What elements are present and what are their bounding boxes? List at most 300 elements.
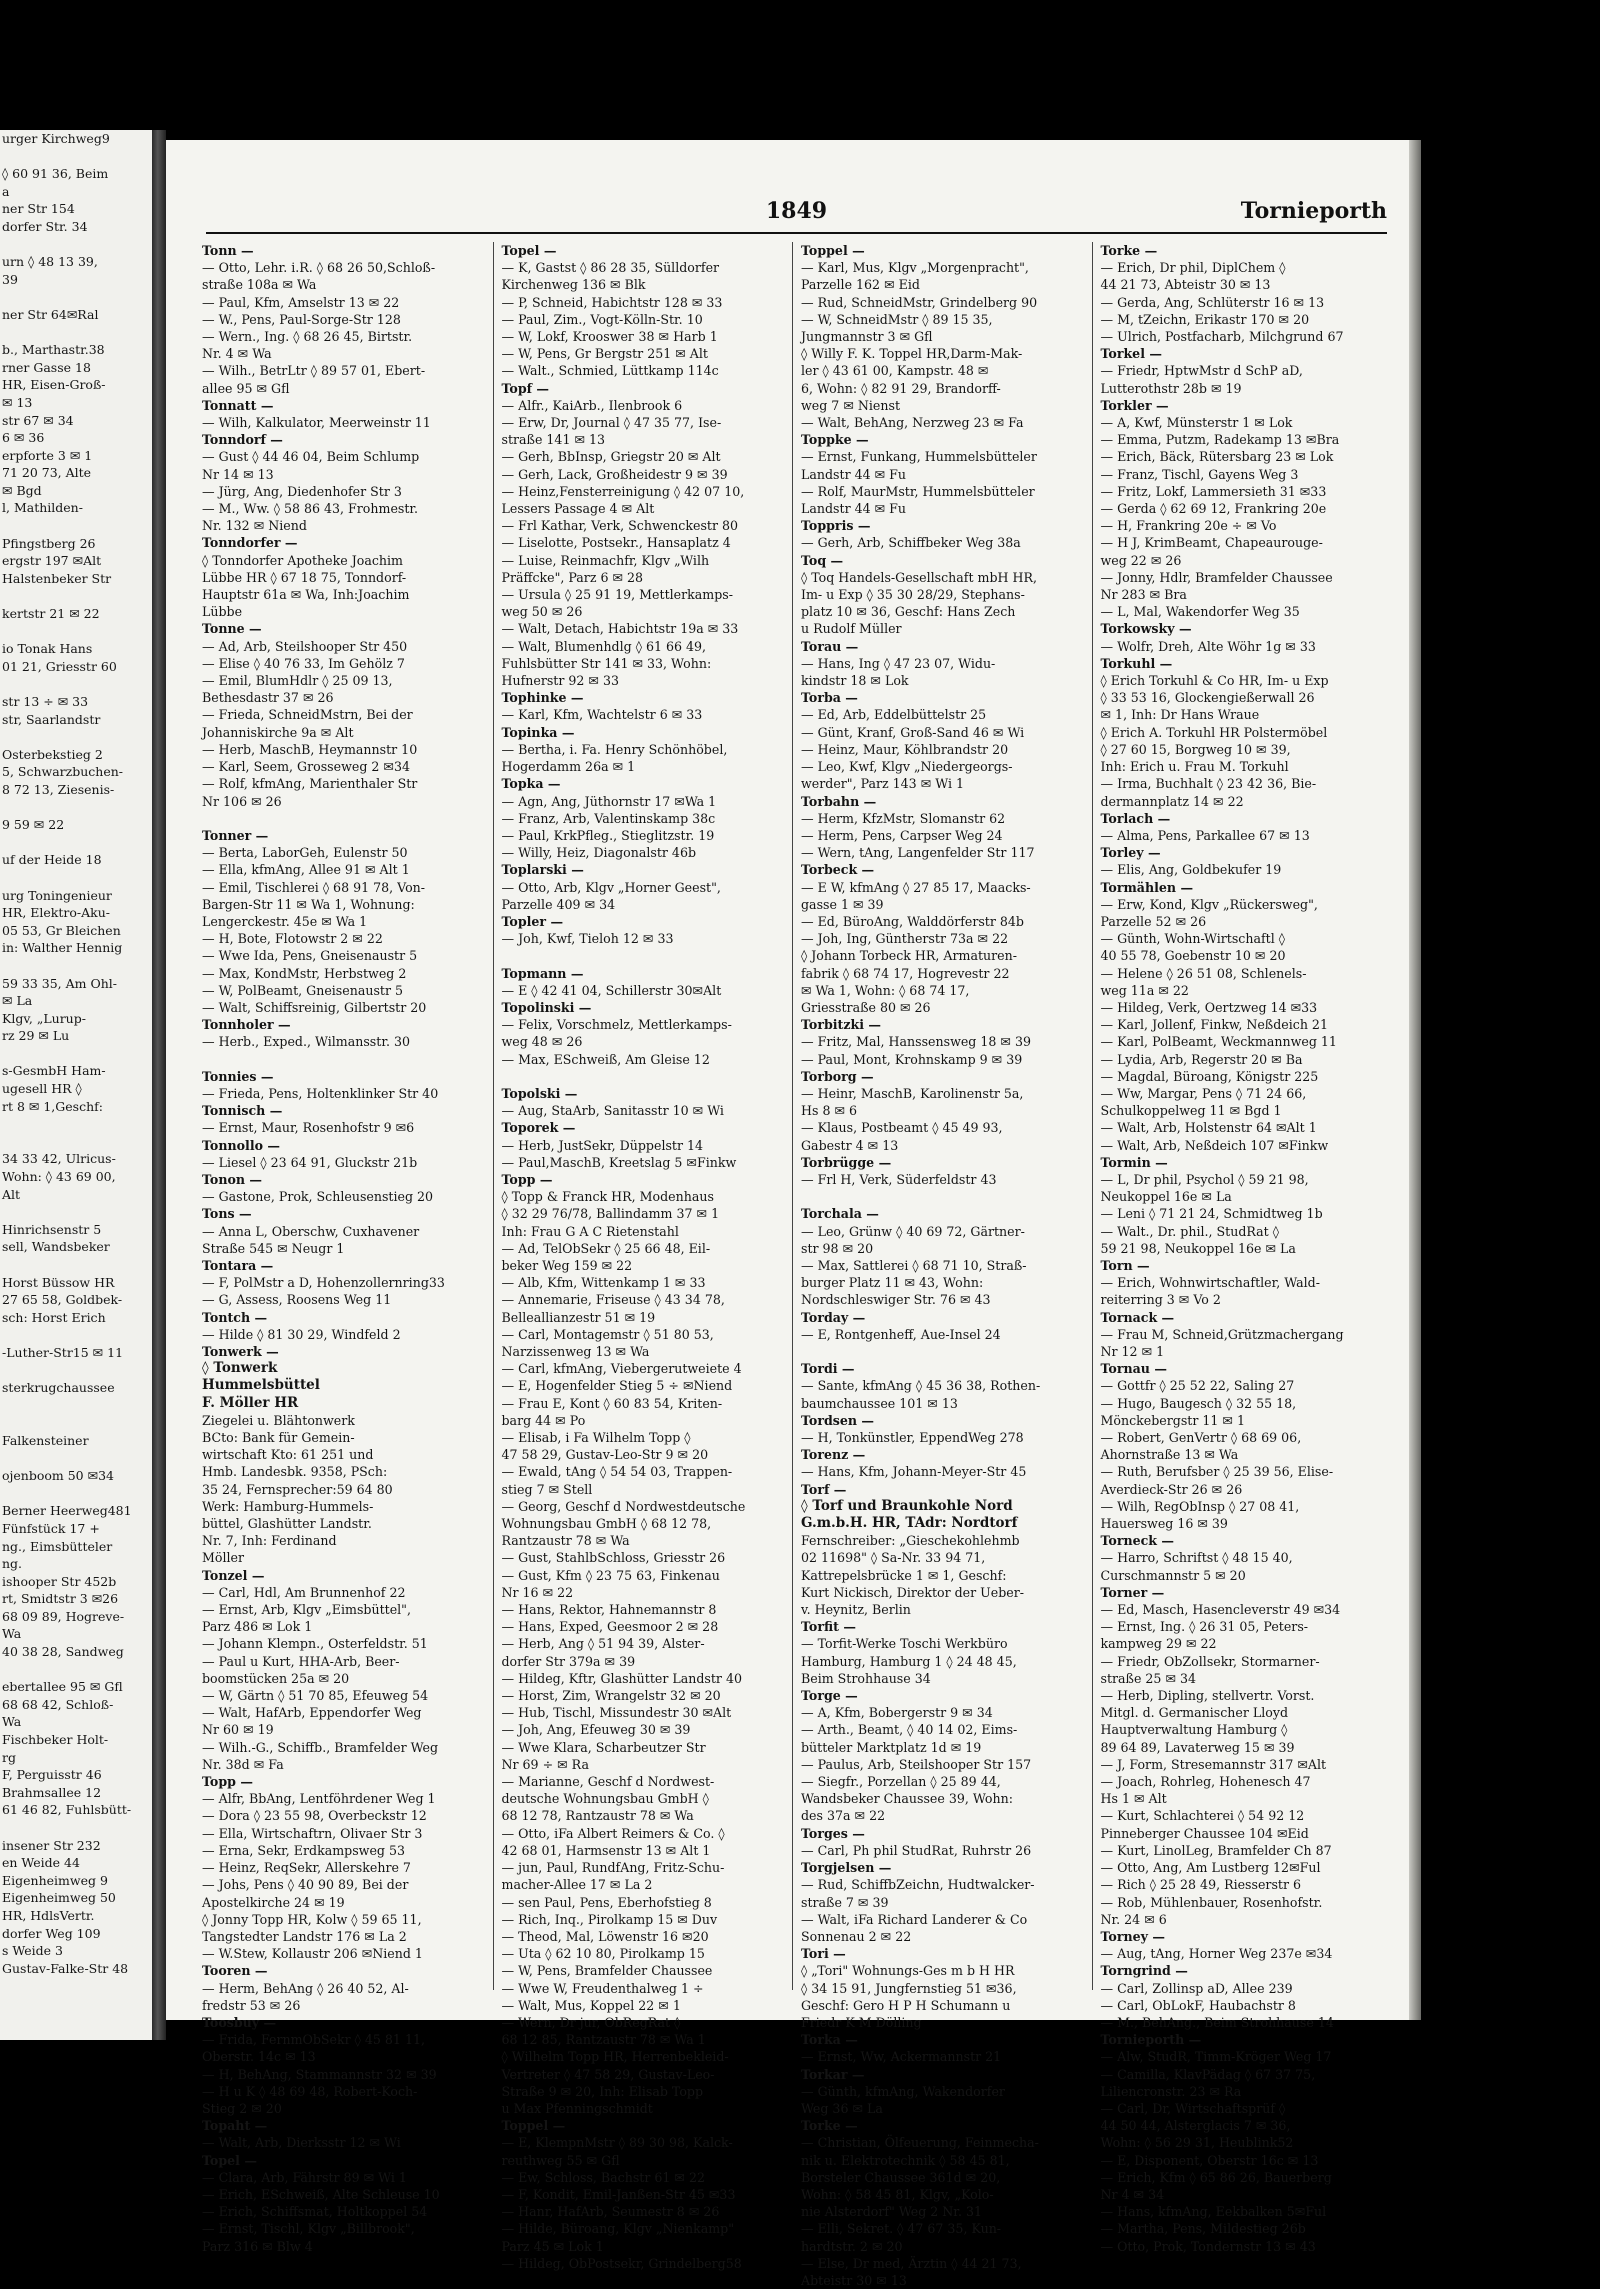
directory-entry-line: Torfit — — [801, 1619, 856, 1635]
directory-entry-line: Weg 36 ✉ La — [801, 2100, 883, 2116]
directory-entry-line: büttel, Glashütter Landstr. — [202, 1516, 372, 1532]
running-head: Tornieporth — [1240, 198, 1387, 224]
directory-entry-line: — H, Tonkünstler, EppendWeg 278 — [801, 1430, 1024, 1446]
directory-entry-line: — Klaus, Postbeamt ◊ 45 49 93, — [801, 1120, 1003, 1136]
directory-entry-line: — F, PolMstr a D, Hohenzollernring33 — [202, 1275, 445, 1291]
directory-entry-line: — Hans, Ing ◊ 47 23 07, Widu- — [801, 655, 996, 671]
directory-entry-line: — Hans, kfmAng, Eekbalken 5✉Ful — [1100, 2204, 1327, 2220]
directory-entry-line: — Hans, Rektor, Hahnemannstr 8 — [501, 1602, 717, 1618]
left-page-line: ✉ 13 — [2, 394, 33, 410]
left-page-line: s Weide 3 — [2, 1943, 63, 1959]
directory-entry-line: straße 25 ✉ 34 — [1100, 1670, 1197, 1686]
directory-entry-line: Tonndorfer — — [202, 535, 298, 551]
left-page-line: sterkrugchaussee — [2, 1380, 115, 1396]
directory-entry-line: — Leo, Grünw ◊ 40 69 72, Gärtner- — [801, 1223, 1025, 1239]
directory-entry-line: — Ww, Margar, Pens ◊ 71 24 66, — [1100, 1085, 1307, 1101]
directory-entry-line: — Carl, kfmAng, Viebergerutweiete 4 — [501, 1361, 742, 1377]
directory-entry-line: Hs 8 ✉ 6 — [801, 1103, 858, 1119]
directory-entry-line: bütteler Marktplatz 1d ✉ 19 — [801, 1739, 982, 1755]
directory-entry-line: Tormin — — [1100, 1154, 1168, 1170]
directory-entry-line: — Walt, BehAng, Nerzweg 23 ✉ Fa — [801, 415, 1024, 431]
directory-entry-line: — Hans, Exped, Geesmoor 2 ✉ 28 — [501, 1619, 719, 1635]
left-page-line: 40 38 28, Sandweg — [2, 1644, 124, 1660]
left-page-line: Wa — [2, 1714, 22, 1730]
directory-entry-line: Toppris — — [801, 518, 871, 534]
directory-entry-line: — Günt, Kranf, Groß-Sand 46 ✉ Wi — [801, 724, 1025, 740]
directory-entry-line: — Ursula ◊ 25 91 19, Mettlerkamps- — [501, 587, 733, 603]
directory-entry-line: Topaht — — [202, 2118, 268, 2134]
directory-entry-line: — M., Ww. ◊ 58 86 43, Frohmestr. — [202, 501, 419, 517]
directory-entry-line: — M, tZeichn, Erikastr 170 ✉ 20 — [1100, 311, 1310, 327]
directory-entry-line: — E, Hogenfelder Stieg 5 ÷ ✉Niend — [501, 1378, 733, 1394]
directory-entry-line: — Lydia, Arb, Regerstr 20 ✉ Ba — [1100, 1051, 1303, 1067]
directory-entry-line: — Frau E, Kont ◊ 60 83 54, Kriten- — [501, 1395, 723, 1411]
directory-entry-line: Landstr 44 ✉ Fu — [801, 466, 907, 482]
directory-entry-line: — Berta, LaborGeh, Eulenstr 50 — [202, 845, 408, 861]
left-page-line: sell, Wandsbeker — [2, 1239, 110, 1255]
directory-entry-line: — W, PolBeamt, Gneisenaustr 5 — [202, 982, 404, 998]
directory-entry-line: — Otto, Ang, Am Lustberg 12✉Ful — [1100, 1860, 1321, 1876]
directory-entry-line: — Ernst, Arb, Klgv „Eimsbüttel", — [202, 1602, 411, 1618]
directory-entry-line: Rantzaustr 78 ✉ Wa — [501, 1533, 630, 1549]
directory-entry-line: 44 21 73, Abteistr 30 ✉ 13 — [1100, 277, 1271, 293]
left-page-line — [0, 869, 152, 887]
directory-entry-line: — W, Pens, Gr Bergstr 251 ✉ Alt — [501, 346, 708, 362]
directory-entry-line: Kurt Nickisch, Direktor der Ueber- — [801, 1584, 1025, 1600]
directory-entry-line: Torgjelsen — — [801, 1860, 892, 1876]
directory-entry-line: — Walt, iFa Richard Landerer & Co — [801, 1911, 1028, 1927]
directory-entry-line: Tooren — — [202, 1963, 268, 1979]
directory-entry-line: kampweg 29 ✉ 22 — [1100, 1636, 1217, 1652]
directory-entry-line: — Karl, PolBeamt, Weckmannweg 11 — [1100, 1034, 1337, 1050]
directory-entry-line: — Frieda, Pens, Holtenklinker Str 40 — [202, 1085, 439, 1101]
directory-entry-line: — Herb, JustSekr, Düppelstr 14 — [501, 1137, 704, 1153]
left-page-line: F, Perguisstr 46 — [2, 1767, 102, 1783]
directory-entry-line: fredstr 53 ✉ 26 — [202, 1997, 301, 2013]
left-page-line: 71 20 73, Alte — [2, 465, 92, 481]
left-page-line: Hinrichsenstr 5 — [2, 1221, 102, 1237]
left-page-line: io Tonak Hans — [2, 641, 93, 657]
directory-entry-line: — Wolfr, Dreh, Alte Wöhr 1g ✉ 33 — [1100, 638, 1316, 654]
directory-entry-line: — W, Lokf, Krooswег 38 ✉ Harb 1 — [501, 329, 718, 345]
directory-entry-line: — G, Assess, Roosens Weg 11 — [202, 1292, 392, 1308]
directory-entry-line: — Carl, Hdl, Am Brunnenhof 22 — [202, 1584, 406, 1600]
directory-entry-line: hardtstr. 2 ✉ 20 — [801, 2238, 903, 2254]
directory-entry-line: Ziegelei u. Blähtonwerk — [202, 1412, 355, 1428]
directory-entry-line: — Rud, SchneidMstr, Grindelberg 90 — [801, 294, 1038, 310]
directory-entry-line: — Gerh, Arb, Schiffbeker Weg 38a — [801, 535, 1021, 551]
directory-entry-line: — Joh, Kwf, Tieloh 12 ✉ 33 — [501, 931, 674, 947]
left-page-line: ner Str 154 — [2, 201, 75, 217]
left-page-line: insener Str 232 — [2, 1837, 101, 1853]
directory-entry-line: weg 22 ✉ 26 — [1100, 552, 1182, 568]
directory-entry-line: 42 68 01, Harmsenstr 13 ✉ Alt 1 — [501, 1842, 711, 1858]
directory-entry-line: — Erich, Dr phil, DiplChem ◊ — [1100, 260, 1286, 276]
left-page-line: 68 68 42, Schloß- — [2, 1696, 114, 1712]
directory-entry-line: Topp — — [202, 1774, 253, 1790]
left-page-line — [0, 587, 152, 605]
directory-entry-line: — Wern, tAng, Langenfelder Str 117 — [801, 845, 1035, 861]
directory-entry-line: Toporek — — [501, 1120, 576, 1136]
directory-entry-line: — Frieda, SchneidMstrn, Bei der — [202, 707, 413, 723]
directory-entry-line: baumchaussee 101 ✉ 13 — [801, 1395, 958, 1411]
directory-entry-line: — Arth., Beamt, ◊ 40 14 02, Eims- — [801, 1722, 1018, 1738]
directory-entry-line: wirtschaft Kto: 61 251 und — [202, 1447, 374, 1463]
directory-entry-line: Nr 16 ✉ 22 — [501, 1584, 574, 1600]
directory-entry-line: Torau — — [801, 638, 859, 654]
left-page-line — [0, 799, 152, 817]
directory-entry-line: — Ed, BüroAng, Walddörferstr 84b — [801, 913, 1024, 929]
left-page-line: dorfer Str. 34 — [2, 218, 88, 234]
directory-entry-line: — Rolf, MaurMstr, Hummelsbütteler — [801, 483, 1035, 499]
left-page-line: 34 33 42, Ulricus- — [2, 1151, 116, 1167]
directory-entry-line: Torbitzki — — [801, 1017, 882, 1033]
left-page-line: HR, Eisen-Groß- — [2, 377, 106, 393]
directory-entry-line: — Joh, Ing, Güntherstr 73a ✉ 22 — [801, 931, 1009, 947]
directory-entry-line — [502, 1068, 789, 1085]
directory-entry-line: nik u. Elektrotechnik ◊ 58 45 81, — [801, 2152, 1010, 2168]
directory-entry-line: — Erich, Kfm ◊ 65 86 26, Bauerberg — [1100, 2169, 1332, 2185]
directory-entry-line: — Theod, Mal, Löwenstr 16 ✉20 — [501, 1928, 709, 1944]
left-page-line — [0, 288, 152, 306]
directory-entry-line: Hummelsbüttel — [202, 1377, 320, 1394]
directory-entry-line: — E, Disponent, Oberstr 16c ✉ 13 — [1100, 2152, 1319, 2168]
directory-entry-line: — Horst, Zim, Wrangelstr 32 ✉ 20 — [501, 1688, 721, 1704]
directory-entry-line: — Hildeg, Kftr, Glashütter Landstr 40 — [501, 1670, 742, 1686]
directory-entry-line: — H, Bote, Flotowstr 2 ✉ 22 — [202, 931, 383, 947]
left-page-line — [0, 1819, 152, 1837]
directory-entry-line: — Jürg, Ang, Diedenhofer Str 3 — [202, 483, 402, 499]
directory-entry-line: — Felix, Vorschmelz, Mettlerkamps- — [501, 1017, 732, 1033]
directory-entry-line: Tonnholer — — [202, 1017, 291, 1033]
page-header — [206, 198, 1387, 230]
directory-entry-line: Toosbuy — — [202, 2014, 277, 2030]
directory-entry-line: — Magdal, Büroang, Königstr 225 — [1100, 1068, 1319, 1084]
directory-entry-line: Hamburg, Hamburg 1 ◊ 24 48 45, — [801, 1653, 1017, 1669]
left-page-line: ng. — [2, 1556, 23, 1572]
left-page-line: Horst Büssow HR — [2, 1274, 115, 1290]
directory-entry-line: — Walt, Mus, Koppel 22 ✉ 1 — [501, 1997, 681, 2013]
directory-entry-line: weg 7 ✉ Nienst — [801, 397, 901, 413]
directory-entry-line: werder", Parz 143 ✉ Wi 1 — [801, 776, 965, 792]
left-page-line: ner Str 64✉Ral — [2, 306, 99, 322]
directory-entry-line: Parz 316 ✉ Blw 4 — [202, 2238, 313, 2254]
directory-entry-line: Torba — — [801, 690, 858, 706]
directory-entry-line: — Agn, Ang, Jüthornstr 17 ✉Wa 1 — [501, 793, 717, 809]
directory-entry-line: Torborg — — [801, 1068, 874, 1084]
directory-entry-line: Lengerckestr. 45e ✉ Wa 1 — [202, 913, 368, 929]
directory-entry-line: — Herm, BehAng ◊ 26 40 52, Al- — [202, 1980, 409, 1996]
directory-entry-line: Mitgl. d. Germanischer Lloyd — [1100, 1705, 1289, 1721]
directory-entry-line: ◊ Erich Torkuhl & Co HR, Im- u Exp — [1100, 673, 1329, 689]
left-page-line: 68 09 89, Hogreve- — [2, 1608, 125, 1624]
directory-entry-line: Curschmannstr 5 ✉ 20 — [1100, 1567, 1246, 1583]
directory-entry-line: nie Alsterdorf" Weg 2 Nr. 31 — [801, 2204, 982, 2220]
directory-entry-line: Torbeck — — [801, 862, 875, 878]
directory-entry-line: ◊ Toq Handels-Gesellschaft mbH HR, — [801, 569, 1037, 585]
directory-entry-line: Tonne — — [202, 621, 262, 637]
left-page-line: en Weide 44 — [2, 1855, 80, 1871]
directory-entry-line: Torkar — — [801, 2066, 865, 2082]
directory-entry-line: — Luise, Reinmachfr, Klgv „Wilh — [501, 552, 710, 568]
directory-entry-line: ◊ 27 60 15, Borgweg 10 ✉ 39, — [1100, 741, 1291, 757]
left-page-line — [0, 1133, 152, 1151]
directory-entry-line: Parzelle 52 ✉ 26 — [1100, 913, 1207, 929]
directory-entry-line: Beim Strohhause 34 — [801, 1670, 931, 1686]
left-page-line: Eigenheimweg 9 — [2, 1872, 108, 1888]
directory-entry-line: Borsteler Chaussee 361d ✉ 20, — [801, 2169, 1001, 2185]
directory-entry-line: 47 58 29, Gustav-Leo-Str 9 ✉ 20 — [501, 1447, 709, 1463]
directory-entry-line: — Alw, StudR, Timm-Kröger Weg 17 — [1100, 2049, 1332, 2065]
directory-entry-line: — Erich, Schiffsmat, Holtkoppel 54 — [202, 2204, 428, 2220]
directory-entry-line: — Gottfr ◊ 25 52 22, Saling 27 — [1100, 1378, 1295, 1394]
left-page-line: Klgv, „Lurup- — [2, 1010, 86, 1026]
left-page-line: rg — [2, 1749, 16, 1765]
left-page-line: ✉ La — [2, 993, 33, 1009]
directory-entry-line: Parzelle 409 ✉ 34 — [501, 896, 616, 912]
directory-entry-line: 89 64 89, Lavaterweg 15 ✉ 39 — [1100, 1739, 1295, 1755]
directory-entry-line: BCto: Bank für Gemein- — [202, 1430, 355, 1446]
directory-entry-line: — Carl, ObLokF, Haubachstr 8 — [1100, 1997, 1296, 2013]
directory-entry-line: Schulkoppelweg 11 ✉ Bgd 1 — [1100, 1103, 1282, 1119]
directory-entry-line: — Johann Klempn., Osterfeldstr. 51 — [202, 1636, 428, 1652]
left-page-line — [0, 324, 152, 342]
left-page-line: rz 29 ✉ Lu — [2, 1028, 70, 1044]
directory-entry-line: reiterring 3 ✉ Vo 2 — [1100, 1292, 1221, 1308]
directory-entry-line: — Walt, Arb, Holstenstr 64 ✉Alt 1 — [1100, 1120, 1317, 1136]
directory-entry-line: — Gerda ◊ 62 69 12, Frankring 20e — [1100, 501, 1327, 517]
directory-entry-line: — E, Rontgenheff, Aue-Insel 24 — [801, 1326, 1001, 1342]
directory-entry-line: — Paulus, Arb, Steilshooper Str 157 — [801, 1756, 1032, 1772]
directory-entry-line: — Wilh, RegObInsp ◊ 27 08 41, — [1100, 1498, 1300, 1514]
directory-entry-line: Tonn — — [202, 243, 254, 258]
directory-entry-line: Lübbe HR ◊ 67 18 75, Tonndorf- — [202, 569, 407, 585]
directory-entry-line: — E, KlempnMstr ◊ 89 30 98, Kalck- — [501, 2135, 733, 2151]
directory-entry-line: — W., Pens, Paul-Sorge-Str 128 — [202, 311, 401, 327]
directory-entry-line: Hauersweg 16 ✉ 39 — [1100, 1516, 1228, 1532]
left-page-line: Osterbekstieg 2 — [2, 746, 103, 762]
directory-entry-line: fabrik ◊ 68 74 17, Hogrevestr 22 — [801, 965, 1010, 981]
directory-entry-line: — Walt., Dr. phil., StudRat ◊ — [1100, 1223, 1279, 1239]
directory-entry-line: Averdieck-Str 26 ✉ 26 — [1100, 1481, 1243, 1497]
left-page-line: Brahmsallee 12 — [2, 1784, 102, 1800]
directory-entry-line: Inh: Frau G A C Rietenstahl — [501, 1223, 679, 1239]
directory-entry-line: straße 108a ✉ Wa — [202, 277, 317, 293]
directory-entry-line: — Else, Dr med, Ärztin ◊ 44 21 73, — [801, 2255, 1022, 2271]
directory-entry-line: — Anna L, Oberschw, Cuxhavener — [202, 1223, 420, 1239]
directory-entry-line: platz 10 ✉ 36, Geschf: Hans Zech — [801, 604, 1016, 620]
directory-entry-line: — E ◊ 42 41 04, Schillerstr 30✉Alt — [501, 982, 722, 998]
directory-entry-line: — Wern, Dr jur, ObRegRat ◊ — [501, 2014, 681, 2030]
directory-entry-line: — Paul, Zim., Vogt-Kölln-Str. 10 — [501, 311, 703, 327]
left-page-line — [0, 728, 152, 746]
directory-entry-line: — Herm, Pens, Carpser Weg 24 — [801, 827, 1003, 843]
left-page-line: dorfer Weg 109 — [2, 1925, 101, 1941]
directory-entry-line: ◊ 34 15 91, Jungfernstieg 51 ✉36, — [801, 1980, 1017, 1996]
directory-entry-line: — Willy, Heiz, Diagonalstr 46b — [501, 845, 697, 861]
directory-entry-line: Pinneberger Chaussee 104 ✉Eid — [1100, 1825, 1309, 1841]
left-page-line: 5, Schwarzbuchen- — [2, 764, 124, 780]
directory-entry-line: Topel — — [501, 243, 557, 258]
header-rule — [206, 232, 1387, 234]
directory-entry-line: — Walt, Arb, Dierksstr 12 ✉ Wi — [202, 2135, 401, 2151]
directory-entry-line — [801, 1188, 1088, 1205]
directory-entry-line: Nr 69 ÷ ✉ Ra — [501, 1756, 589, 1772]
directory-entry-line: Toppel — — [801, 243, 865, 258]
directory-entry-line: Torday — — [801, 1309, 866, 1325]
directory-entry-line: gasse 1 ✉ 39 — [801, 896, 884, 912]
directory-entry-line: ◊ Torf und Braunkohle Nord — [801, 1497, 1013, 1514]
directory-entry-line: — Hanr, HafArb, Seumestr 8 ✉ 26 — [501, 2204, 720, 2220]
directory-entry-line: Torbahn — — [801, 793, 877, 809]
column-3 — [801, 242, 1093, 2288]
directory-entry-line: — Heinz, ReqSekr, Allerskehre 7 — [202, 1860, 411, 1876]
directory-entry-line: — Heinz, Maur, Köhlbrandstr 20 — [801, 741, 1009, 757]
directory-entry-line: — Fritz, Mal, Hanssensweg 18 ✉ 39 — [801, 1034, 1031, 1050]
directory-entry-line: — Otto, Prok, Tondernstr 13 ✉ 43 — [1100, 2238, 1316, 2254]
directory-entry-line: Griesstraße 80 ✉ 26 — [801, 999, 931, 1015]
directory-entry-line: — Elli, Sekret. ◊ 47 67 35, Kun- — [801, 2221, 1002, 2237]
directory-entry-line: — Aug, StaArb, Sanitasstr 10 ✉ Wi — [501, 1103, 724, 1119]
directory-entry-line: — Ernst, Tischl, Klgv „Billbrook", — [202, 2221, 415, 2237]
directory-entry-line: Kirchenweg 136 ✉ Blk — [501, 277, 646, 293]
directory-entry-line: — Walt, Blumenhdlg ◊ 61 66 49, — [501, 638, 707, 654]
directory-entry-line: — Gust ◊ 44 46 04, Beim Schlump — [202, 449, 420, 465]
directory-entry-line: — Wilh, Kalkulator, Meerweinstr 11 — [202, 415, 431, 431]
directory-entry-line: — Frl Kathar, Verk, Schwenckestr 80 — [501, 518, 739, 534]
directory-entry-line: str 98 ✉ 20 — [801, 1240, 874, 1256]
directory-entry-line: — Erna, Sekr, Erdkampsweg 53 — [202, 1842, 405, 1858]
directory-entry-line: Im- u Exp ◊ 35 30 28/29, Stephans- — [801, 587, 1025, 603]
directory-entry-line: — Hilde ◊ 81 30 29, Windfeld 2 — [202, 1326, 401, 1342]
directory-entry-line: — Hugo, Baugesch ◊ 32 55 18, — [1100, 1395, 1297, 1411]
directory-entry-line: dermannplatz 14 ✉ 22 — [1100, 793, 1244, 809]
directory-entry-line: — Emil, BlumHdlr ◊ 25 09 13, — [202, 673, 393, 689]
directory-entry-line: — Gastone, Prok, Schleusenstieg 20 — [202, 1189, 434, 1205]
directory-entry-line: Wohn: ◊ 56 29 31, Heublink52 — [1100, 2135, 1294, 2151]
directory-entry-line: stieg 7 ✉ Stell — [501, 1481, 593, 1497]
directory-entry-line: — Frida, FernmObSekr ◊ 45 81 11, — [202, 2032, 425, 2048]
directory-entry-line: Hauptverwaltung Hamburg ◊ — [1100, 1722, 1288, 1738]
directory-entry-line: — Bertha, i. Fa. Henry Schönhöbel, — [501, 741, 728, 757]
directory-entry-line: — Otto, iFa Albert Reimers & Co. ◊ — [501, 1825, 725, 1841]
left-page-line: Alt — [2, 1186, 21, 1202]
left-page-line: l, Mathilden- — [2, 500, 83, 516]
directory-entry-line: 68 12 78, Rantzaustr 78 ✉ Wa — [501, 1808, 694, 1824]
column-1 — [202, 242, 494, 2254]
directory-entry-line: — Ella, Wirtschaftrn, Olivaer Str 3 — [202, 1825, 423, 1841]
directory-entry-line: — Uta ◊ 62 10 80, Pirolkamp 15 — [501, 1946, 705, 1962]
directory-entry-line: — Hub, Tischl, Missundestr 30 ✉Alt — [501, 1705, 732, 1721]
directory-entry-line: ✉ 1, Inh: Dr Hans Wraue — [1100, 707, 1260, 723]
directory-entry-line: — Rich ◊ 25 28 49, Riesserstr 6 — [1100, 1877, 1302, 1893]
directory-entry-line: Tonzel — — [202, 1567, 265, 1583]
directory-entry-line: Nr. 132 ✉ Niend — [202, 518, 307, 534]
directory-entry-line: — Friedr, HptwMstr d SchP aD, — [1100, 363, 1303, 379]
directory-entry-line: Torner — — [1100, 1584, 1165, 1600]
directory-entry-line: des 37a ✉ 22 — [801, 1808, 886, 1824]
left-page-line — [0, 1450, 152, 1468]
directory-entry-line: — Rolf, kfmAng, Marienthaler Str — [202, 776, 418, 792]
directory-entry-line: Möller — [202, 1550, 245, 1566]
left-page-line: ◊ 60 91 36, Beim — [2, 166, 109, 182]
directory-entry-line: — jun, Paul, RundfAng, Fritz-Schu- — [501, 1860, 725, 1876]
left-page-line: sch: Horst Erich — [2, 1309, 106, 1325]
directory-entry-line: 6, Wohn: ◊ 82 91 29, Brandorff- — [801, 380, 1001, 396]
directory-entry-line — [801, 1343, 1088, 1360]
left-page-fragment — [0, 130, 152, 2040]
directory-entry-line: — Irma, Buchhalt ◊ 23 42 36, Bie- — [1100, 776, 1317, 792]
left-page-line: Falkensteiner — [2, 1432, 89, 1448]
directory-entry-line: ler ◊ 43 61 00, Kampstr. 48 ✉ — [801, 363, 989, 379]
directory-entry-line: — Paul,MaschB, Kreetslag 5 ✉Finkw — [501, 1154, 737, 1170]
directory-entry-line: — Max, ESchweiß, Am Gleise 12 — [501, 1051, 710, 1067]
left-page-line: s-GesmbH Ham- — [2, 1063, 106, 1079]
directory-entry-line: — Paul, Mont, Krohnskamp 9 ✉ 39 — [801, 1051, 1023, 1067]
directory-entry-line: Nr 283 ✉ Bra — [1100, 587, 1187, 603]
left-page-line: -Luther-Str15 ✉ 11 — [2, 1344, 124, 1360]
directory-entry-line: 59 21 98, Neukoppel 16e ✉ La — [1100, 1240, 1296, 1256]
directory-entry-line: u Rudolf Müller — [801, 621, 902, 637]
directory-entry-line: Fuhlsbütter Str 141 ✉ 33, Wohn: — [501, 655, 712, 671]
directory-entry-line: ◊ 32 29 76/78, Ballindamm 37 ✉ 1 — [501, 1206, 720, 1222]
directory-entry-line: — J, Form, Stresemannstr 317 ✉Alt — [1100, 1756, 1327, 1772]
directory-entry-line: barg 44 ✉ Po — [501, 1412, 586, 1428]
directory-entry-line: Tonner — — [202, 827, 269, 843]
directory-columns — [202, 242, 1391, 2288]
left-page-line: Fischbeker Holt- — [2, 1732, 109, 1748]
directory-entry-line: — Karl, Mus, Klgv „Morgenpracht", — [801, 260, 1029, 276]
directory-entry-line: Lutterothstr 28b ✉ 19 — [1100, 380, 1242, 396]
directory-entry-line: Torbrügge — — [801, 1154, 892, 1170]
directory-entry-line: — Walt, Schiffsreinig, Gilbertstr 20 — [202, 999, 427, 1015]
directory-entry-line: — Gerda, Ang, Schlüterstr 16 ✉ 13 — [1100, 294, 1325, 310]
directory-entry-line: ◊ Erich A. Torkuhl HR Polstermöbel — [1100, 724, 1328, 740]
directory-entry-line: — Ad, TelObSekr ◊ 25 66 48, Eil- — [501, 1240, 711, 1256]
directory-entry-line: Torley — — [1100, 845, 1161, 861]
directory-entry-line: — Hilde, Büroang, Klgv „Nienkamp" — [501, 2221, 734, 2237]
directory-entry-line: — Herb., Exped., Wilmansstr. 30 — [202, 1034, 410, 1050]
directory-entry-line: — Hildeg, ObPostsekr, Grindelberg58 — [501, 2255, 742, 2271]
left-page-line: Eigenheimweg 50 — [2, 1890, 116, 1906]
directory-entry-line: — M., BehAng., Beim Strohhause 14 — [1100, 2014, 1334, 2030]
left-page-line: 05 53, Gr Bleichen — [2, 922, 121, 938]
directory-entry-line: — Rich, Inq., Pirolkamp 15 ✉ Duv — [501, 1911, 718, 1927]
directory-entry-line: Stieg 2 ✉ 20 — [202, 2100, 282, 2116]
directory-entry-line: — Kurt, Schlachterei ◊ 54 92 12 — [1100, 1808, 1305, 1824]
directory-entry-line: — Frau M, Schneid,Grützmachergang — [1100, 1326, 1344, 1342]
directory-entry-line: — Erich, Wohnwirtschaftler, Wald- — [1100, 1275, 1320, 1291]
directory-entry-line: — Paul, KrkPfleg., Stieglitzstr. 19 — [501, 827, 715, 843]
directory-entry-line: — Joh, Ang, Efeuweg 30 ✉ 39 — [501, 1722, 691, 1738]
directory-entry-line: 02 11698" ◊ Sa-Nr. 33 94 71, — [801, 1550, 986, 1566]
directory-entry-line: — Frl H, Verk, Süderfeldstr 43 — [801, 1171, 997, 1187]
directory-entry-line: — H J, KrimBeamt, Chapeaurouge- — [1100, 535, 1323, 551]
left-page-line — [0, 957, 152, 975]
directory-entry-line: — Kurt, LinolLeg, Bramfelder Ch 87 — [1100, 1842, 1332, 1858]
directory-entry-line: — Wwe W, Freudenthalweg 1 ÷ — [501, 1980, 704, 1996]
directory-entry-line: — W, SchneidMstr ◊ 89 15 35, — [801, 311, 993, 327]
directory-entry-line: Wohn: ◊ 58 45 81, Klgv, „Kolo- — [801, 2186, 994, 2202]
left-page-line: ng., Eimsbütteler — [2, 1538, 113, 1554]
directory-entry-line: — Ruth, Berufsber ◊ 25 39 56, Elise- — [1100, 1464, 1334, 1480]
directory-entry-line: Kattrepelsbrücke 1 ✉ 1, Geschf: — [801, 1567, 1007, 1583]
directory-entry-line: — Elise ◊ 40 76 33, Im Gehölz 7 — [202, 655, 405, 671]
directory-entry-line: Torges — — [801, 1825, 865, 1841]
directory-entry-line: Torlach — — [1100, 810, 1171, 826]
left-page-line: str 67 ✉ 34 — [2, 412, 74, 428]
directory-entry-line: 40 55 78, Goebenstr 10 ✉ 20 — [1100, 948, 1286, 964]
